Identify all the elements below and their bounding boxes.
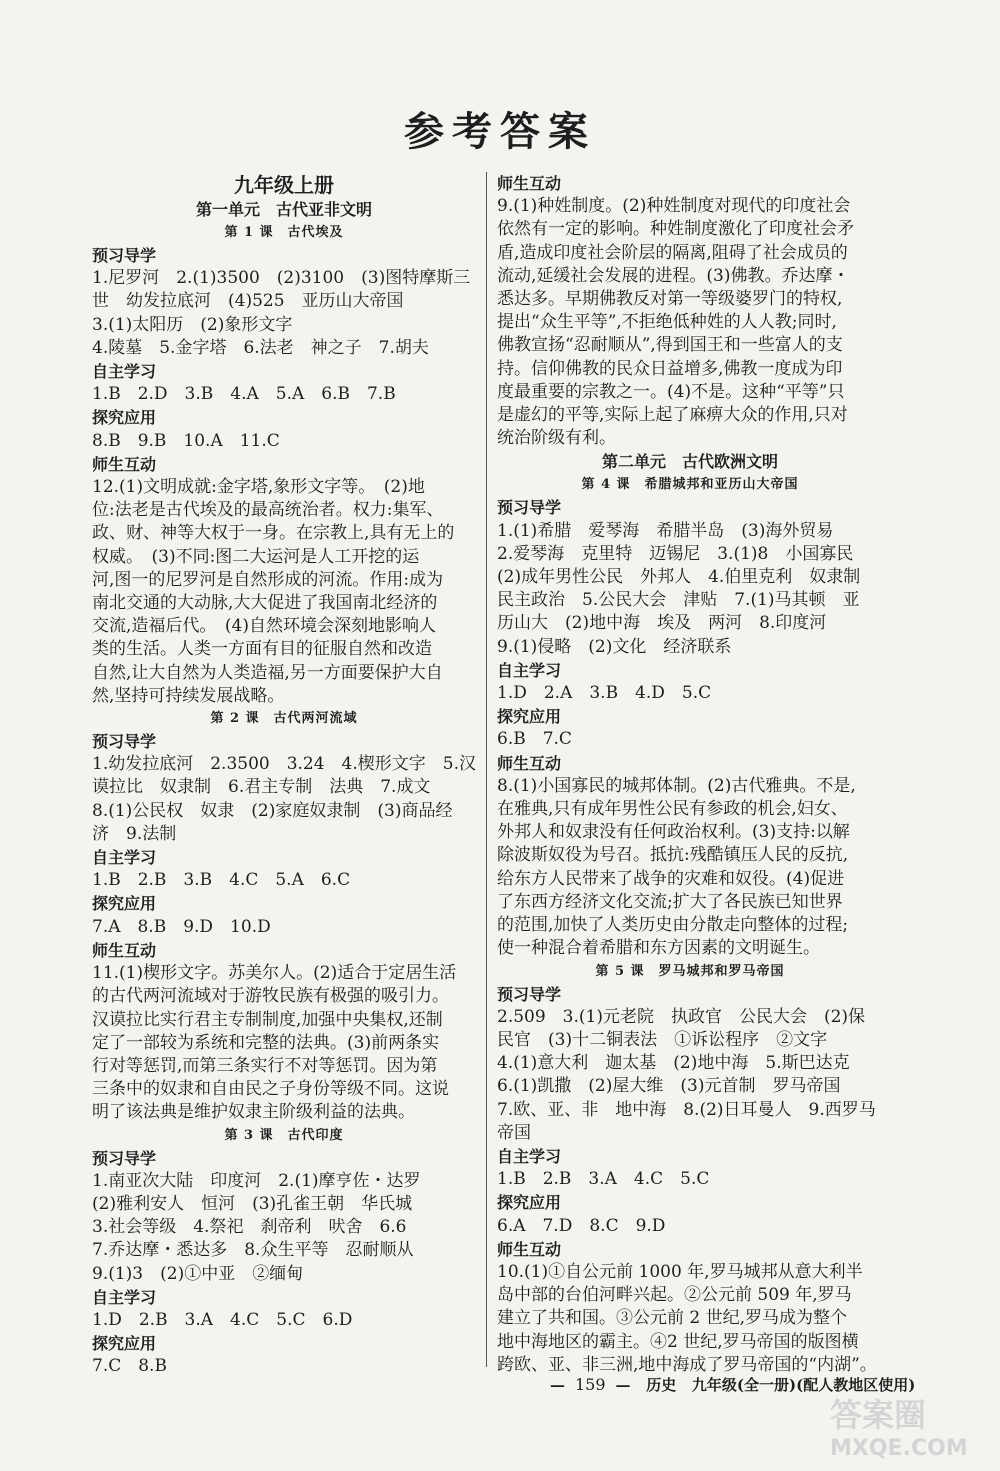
lesson-heading: 第 1 课 古代埃及 [224,225,344,240]
answer-line: 是虚幻的平等,实际上起了麻痹大众的作用,只对 [497,405,848,426]
section-heading: 师生互动 [497,1239,562,1259]
answer-line: 行对等惩罚,而第三条实行不对等惩罚。因为第 [92,1055,438,1076]
site-watermark [830,1390,990,1468]
answer-line: 7.乔达摩・悉达多 8.众生平等 忍耐顺从 [92,1240,414,1261]
answer-line: 民官 (3)十二铜表法 ①诉讼程序 ②文字 [497,1029,828,1050]
answer-line: 8.(1)小国寡民的城邦体制。(2)古代雅典。不是, [497,775,856,796]
answer-line: 9.(1)侵略 (2)文化 经济联系 [497,636,732,657]
answer-line: 汉谟拉比实行君主专制制度,加强中央集权,还制 [92,1009,443,1030]
answer-line: 除波斯奴役为号召。抵抗:残酷镇压人民的反抗, [497,845,849,866]
answer-line: 12.(1)文明成就:金字塔,象形文字等。 (2)地 [92,477,425,498]
answer-line: 3.社会等级 4.祭祀 刹帝利 吠舍 6.6 [92,1217,407,1238]
answer-line: 7.A 8.B 9.D 10.D [92,916,271,937]
answer-line: 悉达多。早期佛教反对第一等级婆罗门的特权, [497,289,843,310]
answer-line: 1.D 2.B 3.A 4.C 5.C 6.D [92,1309,353,1330]
answer-line: 7.C 8.B [92,1356,167,1377]
section-heading: 自主学习 [497,660,562,680]
section-heading: 自主学习 [92,1287,157,1307]
answer-line: 提出“众生平等”,不拒绝低种姓的人人教;同时, [497,312,837,333]
answer-line: 8.(1)公民权 奴隶 (2)家庭奴隶制 (3)商品经 [92,800,453,821]
answer-line: 9.(1)种姓制度。(2)种姓制度对现代的印度社会 [497,196,851,217]
answer-line: 盾,造成印度社会阶层的隔离,阻碍了社会成员的 [497,242,848,263]
section-heading: 探究应用 [92,408,157,428]
answer-line: 流动,延缓社会发展的进程。(3)佛教。乔达摩・ [497,265,850,286]
answer-line: (2)成年男性公民 外邦人 4.伯里克利 奴隶制 [497,567,861,588]
answer-line: 6.(1)凯撒 (2)屋大维 (3)元首制 罗马帝国 [497,1076,841,1097]
answer-line: 南北交通的大动脉,大大促进了我国南北经济的 [92,593,438,614]
answer-line: 1.幼发拉底河 2.3500 3.24 4.楔形文字 5.汉 [92,754,476,775]
answer-line: 统治阶级有利。 [497,428,616,449]
answer-line: 4.陵墓 5.金字塔 6.法老 神之子 7.胡夫 [92,337,429,358]
answer-line: 建立了共和国。③公元前 2 世纪,罗马成为整个 [497,1308,848,1329]
watermark-logo-text: 答案圈 [830,1396,927,1434]
answer-line: 济 9.法制 [92,823,177,844]
section-heading: 预习导学 [497,498,562,518]
footer-grade: 九年级(全一册)(配人教地区使用) [691,1376,916,1394]
answer-line: 2.509 3.(1)元老院 执政官 公民大会 (2)保 [497,1006,866,1027]
answer-line: 10.(1)①自公元前 1000 年,罗马城邦从意大利半 [497,1261,863,1282]
answer-line: 权威。 (3)不同:图二大运河是人工开挖的运 [92,546,420,567]
answer-line: 了东西方经济文化交流;扩大了各民族已知世界 [497,891,843,912]
answer-line: 使一种混合着希腊和东方因素的文明诞生。 [497,938,820,959]
answer-line: 给东方人民带来了战争的灾难和奴役。(4)促进 [497,868,845,889]
answer-line: 3.(1)太阳历 (2)象形文字 [92,314,293,335]
answer-line: 1.D 2.A 3.B 4.D 5.C [497,683,712,704]
section-heading: 预习导学 [92,1148,157,1168]
page-number: 159 [575,1375,606,1394]
answer-line: 4.(1)意大利 迦太基 (2)地中海 5.斯巴达克 [497,1053,850,1074]
answer-line: 9.(1)3 (2)①中亚 ②缅甸 [92,1263,304,1284]
section-heading: 师生互动 [92,454,157,474]
answer-line: 然,坚持可持续发展战略。 [92,685,285,706]
answer-line: 持。信仰佛教的民众日益增多,佛教一度成为印 [497,358,843,379]
answer-line: 的范围,加快了人类历史由分散走向整体的过程; [497,915,849,936]
answer-line: 跨欧、亚、非三洲,地中海成了罗马帝国的“内湖”。 [497,1354,877,1375]
right-column [497,172,883,1377]
answer-line: 度最重要的宗教之一。(4)不是。这种“平等”只 [497,381,845,402]
section-heading: 自主学习 [92,848,157,868]
section-heading: 探究应用 [497,1193,562,1213]
left-column [92,172,476,1379]
lesson-heading: 第 3 课 古代印度 [224,1127,344,1143]
section-heading: 预习导学 [92,732,157,752]
answer-line: 依然有一定的影响。种姓制度激化了印度社会矛 [497,219,854,240]
section-heading: 师生互动 [497,753,562,773]
answer-line: 民主政治 5.公民大会 津贴 7.(1)马其顿 亚 [497,590,860,611]
answer-line: 1.南亚次大陆 印度河 2.(1)摩亨佐・达罗 [92,1170,421,1191]
answer-line: 1.B 2.D 3.B 4.A 5.A 6.B 7.B [92,384,396,405]
answer-line: 位:法老是古代埃及的最高统治者。权力:集军、 [92,500,444,521]
volume-heading: 九年级上册 [234,173,334,197]
answer-line: 河,图一的尼罗河是自然形成的河流。作用:成为 [92,569,444,590]
answer-line: 1.(1)希腊 爱琴海 希腊半岛 (3)海外贸易 [497,520,834,541]
answer-line: 外邦人和奴隶没有任何政治权利。(3)支持:以解 [497,822,850,843]
footer-dash: — [615,1376,631,1394]
answer-line: 6.B 7.C [497,729,572,750]
answer-line: 1.尼罗河 2.(1)3500 (2)3100 (3)图特摩斯三 [92,268,471,289]
section-heading: 预习导学 [497,984,562,1004]
section-heading: 自主学习 [92,362,157,382]
answer-line: 在雅典,只有成年男性公民有参政的机会,妇女、 [497,799,848,820]
answer-line: 帝国 [497,1122,531,1143]
answer-line: 地中海地区的霸主。④2 世纪,罗马帝国的版图横 [497,1331,859,1352]
unit-heading: 第二单元 古代欧洲文明 [601,452,778,472]
answer-line: 1.B 2.B 3.B 4.C 5.A 6.C [92,870,351,891]
answer-line: 自然,让大自然为人类造福,另一方面要保护大自 [92,662,443,683]
answer-line: 岛中部的台伯河畔兴起。②公元前 509 年,罗马 [497,1285,852,1306]
answer-line: 历山大 (2)地中海 埃及 两河 8.印度河 [497,613,827,634]
section-heading: 预习导学 [92,246,157,265]
answer-line: 1.B 2.B 3.A 4.C 5.C [497,1169,710,1190]
section-heading: 师生互动 [92,940,157,960]
unit-heading: 第一单元 古代亚非文明 [195,200,372,219]
answer-line: 类的生活。人类一方面有目的征服自然和改造 [92,639,432,660]
answer-line: 交流,造福后代。 (4)自然环境会深刻地影响人 [92,616,436,637]
section-heading: 探究应用 [92,894,157,914]
lesson-heading: 第 4 课 希腊城邦和亚历山大帝国 [581,477,799,493]
watermark-url: MXQE.COM [830,1436,968,1461]
column-divider [486,172,487,1367]
footer-subject: 历史 [646,1376,677,1394]
answer-line: 2.爱琴海 克里特 迈锡尼 3.(1)8 小国寡民 [497,543,854,564]
answer-line: 三条中的奴隶和自由民之子身份等级不同。这说 [92,1079,449,1100]
section-heading: 师生互动 [497,174,562,193]
lesson-heading: 第 5 课 罗马城邦和罗马帝国 [595,963,785,979]
footer-dash: — [550,1376,565,1394]
page-title: 参考答案 [404,108,596,155]
section-heading: 自主学习 [497,1146,562,1166]
section-heading: 探究应用 [497,707,562,727]
answer-line: 的古代两河流域对于游牧民族有极强的吸引力。 [92,986,449,1007]
answer-line: 政、财、神等大权于一身。在宗教上,具有无上的 [92,523,455,544]
answer-line: (2)雅利安人 恒河 (3)孔雀王朝 华氏城 [92,1193,413,1214]
answer-line: 7.欧、亚、非 地中海 8.(2)日耳曼人 9.西罗马 [497,1099,876,1120]
answer-line: 佛教宣扬“忍耐顺从”,得到国王和一些富人的支 [497,335,843,356]
answer-line: 定了一部较为系统和完整的法典。(3)前两条实 [92,1032,440,1053]
answer-line: 明了该法典是维护奴隶主阶级利益的法典。 [92,1102,415,1123]
answer-line: 世 幼发拉底河 (4)525 亚历山大帝国 [92,291,404,312]
answer-line: 谟拉比 奴隶制 6.君主专制 法典 7.成文 [92,777,431,798]
section-heading: 探究应用 [92,1334,157,1354]
answer-line: 8.B 9.B 10.A 11.C [92,430,280,451]
answer-line: 6.A 7.D 8.C 9.D [497,1215,666,1236]
answer-line: 11.(1)楔形文字。苏美尔人。(2)适合于定居生活 [92,963,457,984]
lesson-heading: 第 2 课 古代两河流域 [210,711,358,727]
